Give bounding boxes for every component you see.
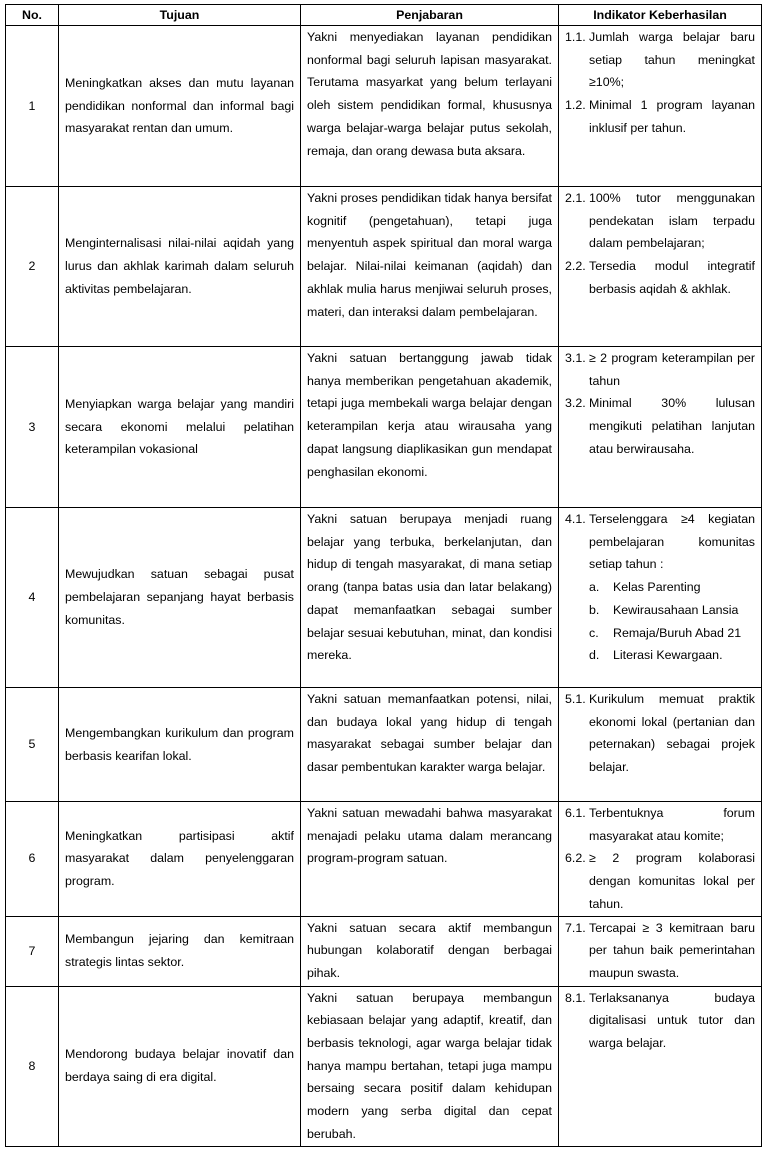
table-row — [6, 986, 762, 1146]
row-number: 2 — [6, 187, 59, 347]
indikator-subitem — [565, 644, 755, 667]
header-tujuan: Tujuan — [59, 5, 301, 26]
table-row — [6, 688, 762, 802]
penjabaran-cell: Yakni satuan memanfaatkan potensi, nilai, dan budaya lokal yang hidup di tengah masyarakat sebagai sumber belajar dan dasar pembentukan karakter warga belajar. — [301, 688, 559, 802]
tujuan-cell: Menyiapkan warga belajar yang mandiri secara ekonomi melalui pelatihan keterampilan vokasional — [59, 347, 301, 508]
tujuan-cell: Mengembangkan kurikulum dan program berbasis kearifan lokal. — [59, 688, 301, 802]
tujuan-cell: Meningkatkan partisipasi aktif masyarakat dalam penyelenggaran program. — [59, 802, 301, 917]
indikator-subitem — [565, 599, 755, 622]
table-row — [6, 347, 762, 508]
indikator-cell — [559, 26, 762, 187]
indikator-cell — [559, 347, 762, 508]
subitem-text: Literasi Kewargaan. — [613, 648, 723, 663]
row-number: 3 — [6, 347, 59, 508]
penjabaran-cell: Yakni satuan secara aktif membangun hubungan kolaboratif dengan berbagai pihak. — [301, 916, 559, 986]
penjabaran-cell: Yakni menyediakan layanan pendidikan nonformal bagi seluruh lapisan masyarakat. Terutama masyarkat yang belum terlayani oleh sistem pendidikan formal, khususnya warga belajar-warga belajar putus sekolah, remaja, dan orang dewasa buta aksara. — [301, 26, 559, 187]
row-number: 5 — [6, 688, 59, 802]
indikator-cell — [559, 802, 762, 917]
indikator-item — [565, 917, 755, 985]
indikator-cell — [559, 986, 762, 1146]
row-number: 8 — [6, 986, 59, 1146]
indikator-text: Jumlah warga belajar baru setiap tahun meningkat ≥10%; — [589, 30, 755, 90]
table-row — [6, 916, 762, 986]
indikator-number: 3.1. — [565, 351, 586, 365]
penjabaran-cell: Yakni satuan bertanggung jawab tidak hanya memberikan pengetahuan akademik, tetapi juga membekali warga belajar dengan keterampilan kerja atau wirausaha yang dapat langsung diaplikasikan gun mendapat penghasilan ekonomi. — [301, 347, 559, 508]
indikator-item — [565, 508, 755, 576]
table-row — [6, 187, 762, 347]
subitem-letter: b. — [589, 602, 600, 617]
indikator-text: 100% tutor menggunakan pendekatan islam terpadu dalam pembelajaran; — [589, 191, 755, 251]
subitem-text: Kelas Parenting — [613, 580, 701, 595]
indikator-text: Terlaksananya budaya digitalisasi untuk tutor dan warga belajar. — [589, 990, 755, 1050]
table-row — [6, 508, 762, 688]
indikator-item — [565, 26, 755, 94]
indikator-number: 3.2. — [565, 396, 586, 411]
indikator-cell — [559, 916, 762, 986]
tujuan-cell: Mewujudkan satuan sebagai pusat pembelajaran sepanjang hayat berbasis komunitas. — [59, 508, 301, 688]
header-row — [6, 5, 762, 26]
row-number: 6 — [6, 802, 59, 917]
row-number: 4 — [6, 508, 59, 688]
indikator-cell — [559, 688, 762, 802]
penjabaran-cell: Yakni satuan mewadahi bahwa masyarakat menajadi pelaku utama dalam merancang program-program satuan. — [301, 802, 559, 917]
indikator-item — [565, 802, 755, 847]
header-no: No. — [6, 5, 59, 26]
indikator-cell — [559, 187, 762, 347]
penjabaran-cell: Yakni satuan berupaya menjadi ruang belajar yang terbuka, berkelanjutan, dan hidup di tengah masyarakat, di mana setiap orang (tanpa batas usia dan latar belakang) dapat memanfaatkan sebagai sumber belajar sesuai kebutuhan, minat, dan kondisi mereka. — [301, 508, 559, 688]
indikator-text: Minimal 1 program layanan inklusif per tahun. — [589, 98, 755, 135]
tujuan-cell: Menginternalisasi nilai-nilai aqidah yang lurus dan akhlak karimah dalam seluruh aktivitas pembelajaran. — [59, 187, 301, 347]
indikator-subitem — [565, 622, 755, 645]
indikator-text: Terselenggara ≥4 kegiatan pembelajaran komunitas setiap tahun : — [589, 512, 755, 572]
indikator-subitem — [565, 576, 755, 599]
indikator-number: 8.1. — [565, 990, 586, 1005]
indikator-number: 1.1. — [565, 30, 586, 44]
subitem-letter: a. — [589, 580, 600, 595]
table-row — [6, 26, 762, 187]
indikator-text: Kurikulum memuat praktik ekonomi lokal (pertanian dan peternakan) sebagai projek belajar. — [589, 692, 755, 775]
indikator-text: Tersedia modul integratif berbasis aqidah & akhlak. — [589, 259, 755, 296]
indikator-text: ≥ 2 program keterampilan per tahun — [589, 351, 755, 388]
header-indikator: Indikator Keberhasilan — [559, 5, 762, 26]
indikator-item — [565, 347, 755, 392]
header-penjabaran: Penjabaran — [301, 5, 559, 26]
subitem-text: Remaja/Buruh Abad 21 — [613, 625, 742, 640]
tujuan-cell: Meningkatkan akses dan mutu layanan pendidikan nonformal dan informal bagi masyarakat rentan dan umum. — [59, 26, 301, 187]
indikator-item — [565, 688, 755, 779]
indikator-text: Minimal 30% lulusan mengikuti pelatihan lanjutan atau berwirausaha. — [589, 396, 755, 456]
indikator-item — [565, 187, 755, 255]
subitem-text: Kewirausahaan Lansia — [613, 602, 739, 617]
indikator-item — [565, 392, 755, 460]
table-row — [6, 802, 762, 917]
indikator-item — [565, 847, 755, 915]
indikator-text: Tercapai ≥ 3 kemitraan baru per tahun baik pemerintahan maupun swasta. — [589, 920, 755, 980]
subitem-letter: c. — [589, 625, 599, 640]
indikator-number: 6.1. — [565, 806, 586, 820]
indikator-item — [565, 94, 755, 139]
row-number: 1 — [6, 26, 59, 187]
penjabaran-cell: Yakni satuan berupaya membangun kebiasaan belajar yang adaptif, kreatif, dan berbasis teknologi, agar warga belajar tidak hanya mampu bertahan, tetapi juga mampu bersaing secara positif dalam kehidupan modern yang serba digital dan cepat berubah. — [301, 986, 559, 1146]
indikator-item — [565, 255, 755, 300]
indikator-number: 1.2. — [565, 98, 586, 113]
subitem-letter: d. — [589, 648, 600, 663]
indikator-number: 2.1. — [565, 191, 586, 205]
penjabaran-cell: Yakni proses pendidikan tidak hanya bersifat kognitif (pengetahuan), tetapi juga menyentuh aspek spiritual dan moral warga belajar. Nilai-nilai keimanan (aqidah) dan akhlak mulia harus menjiwai seluruh proses, materi, dan interaksi dalam pembelajaran. — [301, 187, 559, 347]
indikator-cell — [559, 508, 762, 688]
indikator-number: 4.1. — [565, 512, 586, 526]
tujuan-cell: Membangun jejaring dan kemitraan strategis lintas sektor. — [59, 916, 301, 986]
indikator-number: 2.2. — [565, 259, 586, 274]
indikator-text: Terbentuknya forum masyarakat atau komite; — [589, 806, 755, 843]
goals-table — [5, 4, 762, 1147]
row-number: 7 — [6, 916, 59, 986]
indikator-number: 5.1. — [565, 692, 586, 706]
indikator-number: 7.1. — [565, 920, 586, 935]
indikator-text: ≥ 2 program kolaborasi dengan komunitas lokal per tahun. — [589, 851, 755, 911]
indikator-number: 6.2. — [565, 851, 586, 866]
tujuan-cell: Mendorong budaya belajar inovatif dan berdaya saing di era digital. — [59, 986, 301, 1146]
table-body — [6, 26, 762, 1147]
indikator-item — [565, 987, 755, 1055]
